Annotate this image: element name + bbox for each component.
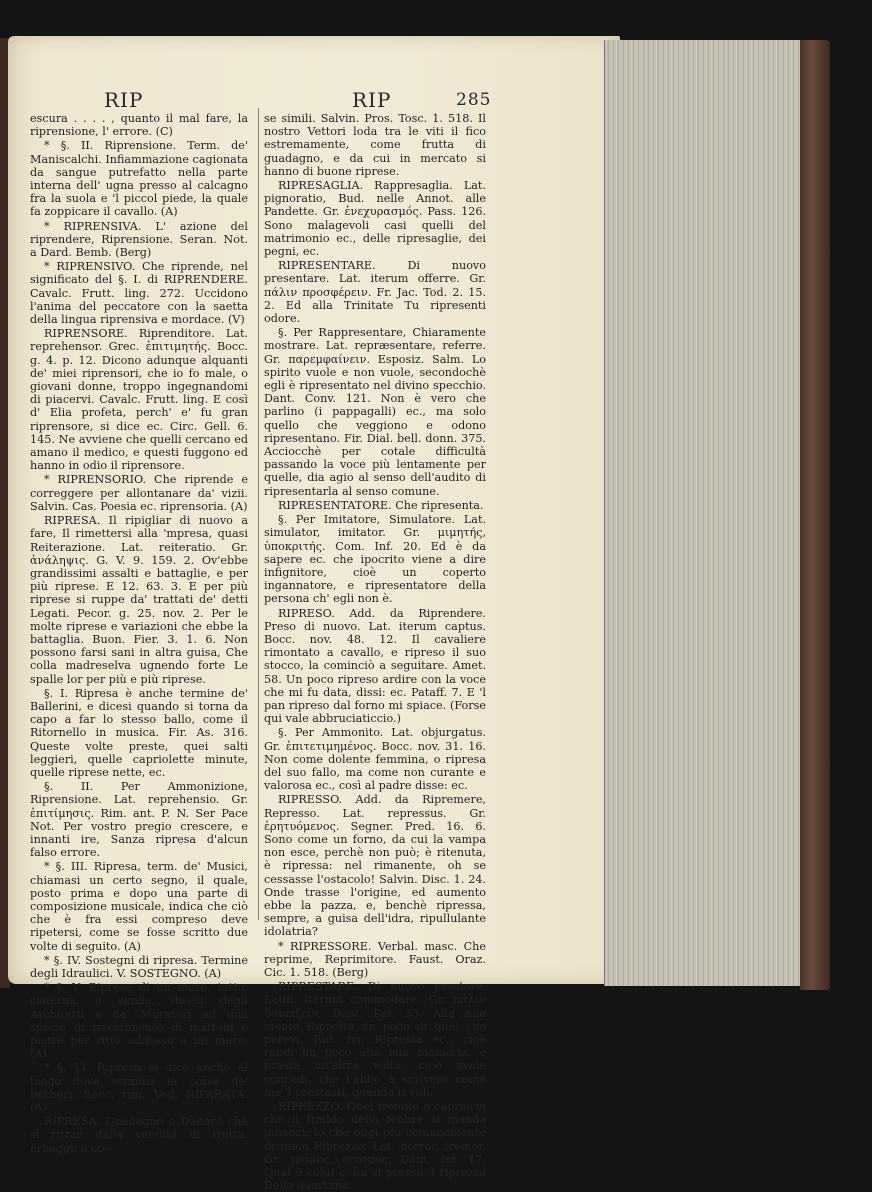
left-running-head: RIP (104, 88, 144, 112)
entry: * RIPRENSORIO. Che riprende e correggere per allontanare da' vizii. Salvin. Cas. Poesia ec. riprensoria. (A) (30, 473, 248, 513)
page-number: 285 (456, 90, 492, 110)
entry: RIPRESAGLIA. Rappresaglia. Lat. pignoratio, Bud. nelle Annot. alle Pandette. Gr. ἐνεχυρασμός. Pass. 126. Sono malagevoli casi quelli del matrimonio ec., delle ripresaglie, dei pegni, ec. (264, 179, 486, 259)
entry: * §. IV. Sostegni di ripresa. Termine degli Idraulici. V. SOSTEGNO. (A) (30, 953, 248, 980)
left-column (30, 112, 249, 1155)
entry: RIPRESSO. Add. da Ripremere, Represso. Lat. repressus. Gr. ἐρητυόμενος. Segner. Pred. 16. 6. Sono come un forno, da cui la vampa non esce, perchè non può; è ritenuta, è ripressa: nel rimanente, oh se cessasse l'ostacolo! Salvin. Disc. 1. 24. Onde trasse l'origine, ed aumento ebbe la pazza, e, benchè ripressa, sempre, a guisa dell'idra, ripullulante idolatria? (264, 793, 486, 939)
entry: escura . . . . , quanto il mal fare, la riprensione, l' errore. (C) (30, 112, 248, 139)
entry: RIPRESENTARE. Di nuovo presentare. Lat. iterum offerre. Gr. πάλιν προσφέρειν. Fr. Jac. Tod. 2. 15. 2. Ed alla Trinitate Tu ripresenti odore. (264, 259, 486, 326)
entry: §. II. Per Ammonizione, Riprensione. Lat. reprehensio. Gr. ἐπιτίμησις. Rim. ant. P. N. Ser Pace Not. Per vostro pregio crescere, e innanti ire, Sanza ripresa d'alcun falso errore. (30, 780, 248, 860)
entry: * §. II. Riprensione. Term. de' Maniscalchi. Infiammazione cagionata da sangue putrefatto nella parte interna dell' ugna presso al calcagno fra la suola e 'l piccol piede, la quale fa zoppicare il cavallo. (A) (30, 139, 249, 219)
entry: * §. III. Ripresa, term. de' Musici, chiamasi un certo segno, il quale, posto prima e dopo una parte di composizione musicale, indica che ciò che è fra essi compreso deve ripetersi, come se fosse scritto due volte di seguito. (A) (30, 860, 248, 953)
entry: * RIPRESSORE. Verbal. masc. Che reprime, Reprimitore. Faust. Oraz. Cic. 1. 518. (Berg) (264, 939, 486, 979)
entry: RIPRESO. Add. da Riprendere. Preso di nuovo. Lat. iterum captus. Bocc. nov. 48. 12. Il cavaliere rimontato a cavallo, e ripreso il suo stocco, la cominciò a seguitare. Amet. 58. Un poco ripreso ardire con la voce che mi fu data, dissi: ec. Pataff. 7. E 'l pan ripreso dal forno mi spiace. (Forse qui vale abbruciaticcio.) (264, 606, 486, 726)
entry: RIPRESTARE. Di nuovo prestare. Latin. iterum commodare. Gr. πάλιν δανείζειν. Dant. Par. 33. Alla mia mente Ripresta un poco di quel che parevi. But. ivi: Ripresta ec., cioè rendi un poco alla mia memoria, e presta un'altra volta, cioè avale concedi, che l'abbo a scrivere come me 'l prestasti, quando ti vidi. (264, 980, 486, 1099)
entry: * RIPRENSIVO. Che riprende, nel significato del §. I. di RIPRENDERE. Cavalc. Frutt. ling. 272. Uccidono l'anima del peccatore con la saetta della lingua riprensiva e mordace. (V) (30, 260, 248, 327)
center-running-head: RIP (352, 88, 392, 112)
book-cover (800, 40, 830, 990)
entry: §. Per Rappresentare, Chiaramente mostrare. Lat. repræsentare, referre. Gr. παρεμφαίνειν. Esposiz. Salm. Lo spirito vuole e non vuole, secondochè egli è ripresentato nel divino specchio. Dant. Conv. 121. Non è vero che parlino (i pappagalli) ec., ma solo quello che veggiono e odono ripresentano. Fir. Dial. bell. donn. 375. Acciocchè per cotale difficultà passando la voce più lentamente per quelle, dia agio al senso dell'audito di ripresentarla al senso comune. (264, 326, 486, 498)
entry: RIPRENSORE. Riprenditore. Lat. reprehensor. Grec. ἐπιτιμητής. Bocc. g. 4. p. 12. Dicono adunque alquanti de' miei riprensori, che io fo male, o giovani donne, troppo ingegnandomi di piacervi. Cavalc. Frutt. ling. E così d' Elia profeta, perch' e' fu gran riprensore, si dice ec. Circ. Gell. 6. 145. Ne avviene che quelli cercano ed amano il medico, e questi fuggono ed hanno in odio il riprensore. (30, 327, 248, 473)
entry: RIPREZZO. Quel tremito e capriccio che il freddo della febbre si manda innanzi; lo che oggi più comunemente diciamo Ribrezzo. Lat. horror, tremor. Gr. τρόμος, σεισμός. Dant. Inf. 17. Qual è colui c' ha sì presso 'l riprezzo Della quartana. (264, 1100, 486, 1192)
entry: §. Per Ammonito. Lat. objurgatus. Gr. ἐπιτετιμημένος. Bocc. nov. 31. 16. Non come dolente femmina, o ripresa del suo fallo, ma come non curante e valorosa ec., così al padre disse: ec. (264, 726, 486, 793)
entry: * §. V. Ripresa di un muro, tetto, cisterna, o simile, dicesi dagli Architetti e da' Muratori ad una specie di rivestimento di mattoni o pietre per ritto addosso a un muro. (A) (30, 981, 248, 1061)
entry: §. Per Imitatore, Simulatore. Lat. simulator, imitator. Gr. μιμητής, ὑποκριτής. Com. Inf. 20. Ed è da sapere ec. che ipocrito viene a dire infignitore, cioè un coperto ingannatore, e ripresentatore della persona ch' egli non è. (264, 513, 486, 606)
entry: * RIPRENSIVA. L' azione del riprendere, Riprensione. Seran. Not. a Dard. Bemb. (Berg) (30, 219, 248, 260)
right-column (264, 112, 486, 1192)
column-rule (258, 108, 259, 920)
entry: * §. VI. Ripresa si dice anche al luogo dove termina la corsa de' barberi. Sacc. rim. Ved. RIPARATA. (A) (30, 1061, 248, 1115)
entry: se simili. Salvin. Pros. Tosc. 1. 518. Il nostro Vettori loda tra le viti il fico estremamente, come frutta di guadagno, e da cui in mercato si hanno di buone riprese. (264, 112, 486, 178)
entry: §. I. Ripresa è anche termine de' Ballerini, e dicesi quando si torna da capo a far lo stesso ballo, come il Ritornello in musica. Fir. As. 316. Queste volte preste, quei salti leggieri, quelle capriolette minute, quelle riprese nette, ec. (30, 686, 248, 779)
entry: RIPRESA. Guadagno o Danaro che si ritrae dalla vendita di frutta, erbaggi, o co- (30, 1115, 248, 1155)
page-edges (604, 40, 823, 986)
entry: RIPRESENTATORE. Che ripresenta. (278, 498, 484, 512)
entry: RIPRESA. Il ripigliar di nuovo a fare, Il rimettersi alla 'mpresa, quasi Reiterazione. Lat. reiteratio. Gr. ἀνάληψις. G. V. 9. 159. 2. Ov'ebbe grandissimi assalti e battaglie, e per più riprese. E 12. 63. 3. E per più riprese si ruppe da' trattati de' detti Legati. Pecor. g. 25. nov. 2. Per le molte riprese e variazioni che ebbe la battaglia. Buon. Fier. 3. 1. 6. Non possono farsi sani in altra guisa, Che colla madreselva ugnendo forte Le spalle lor per più e più riprese. (30, 514, 248, 686)
